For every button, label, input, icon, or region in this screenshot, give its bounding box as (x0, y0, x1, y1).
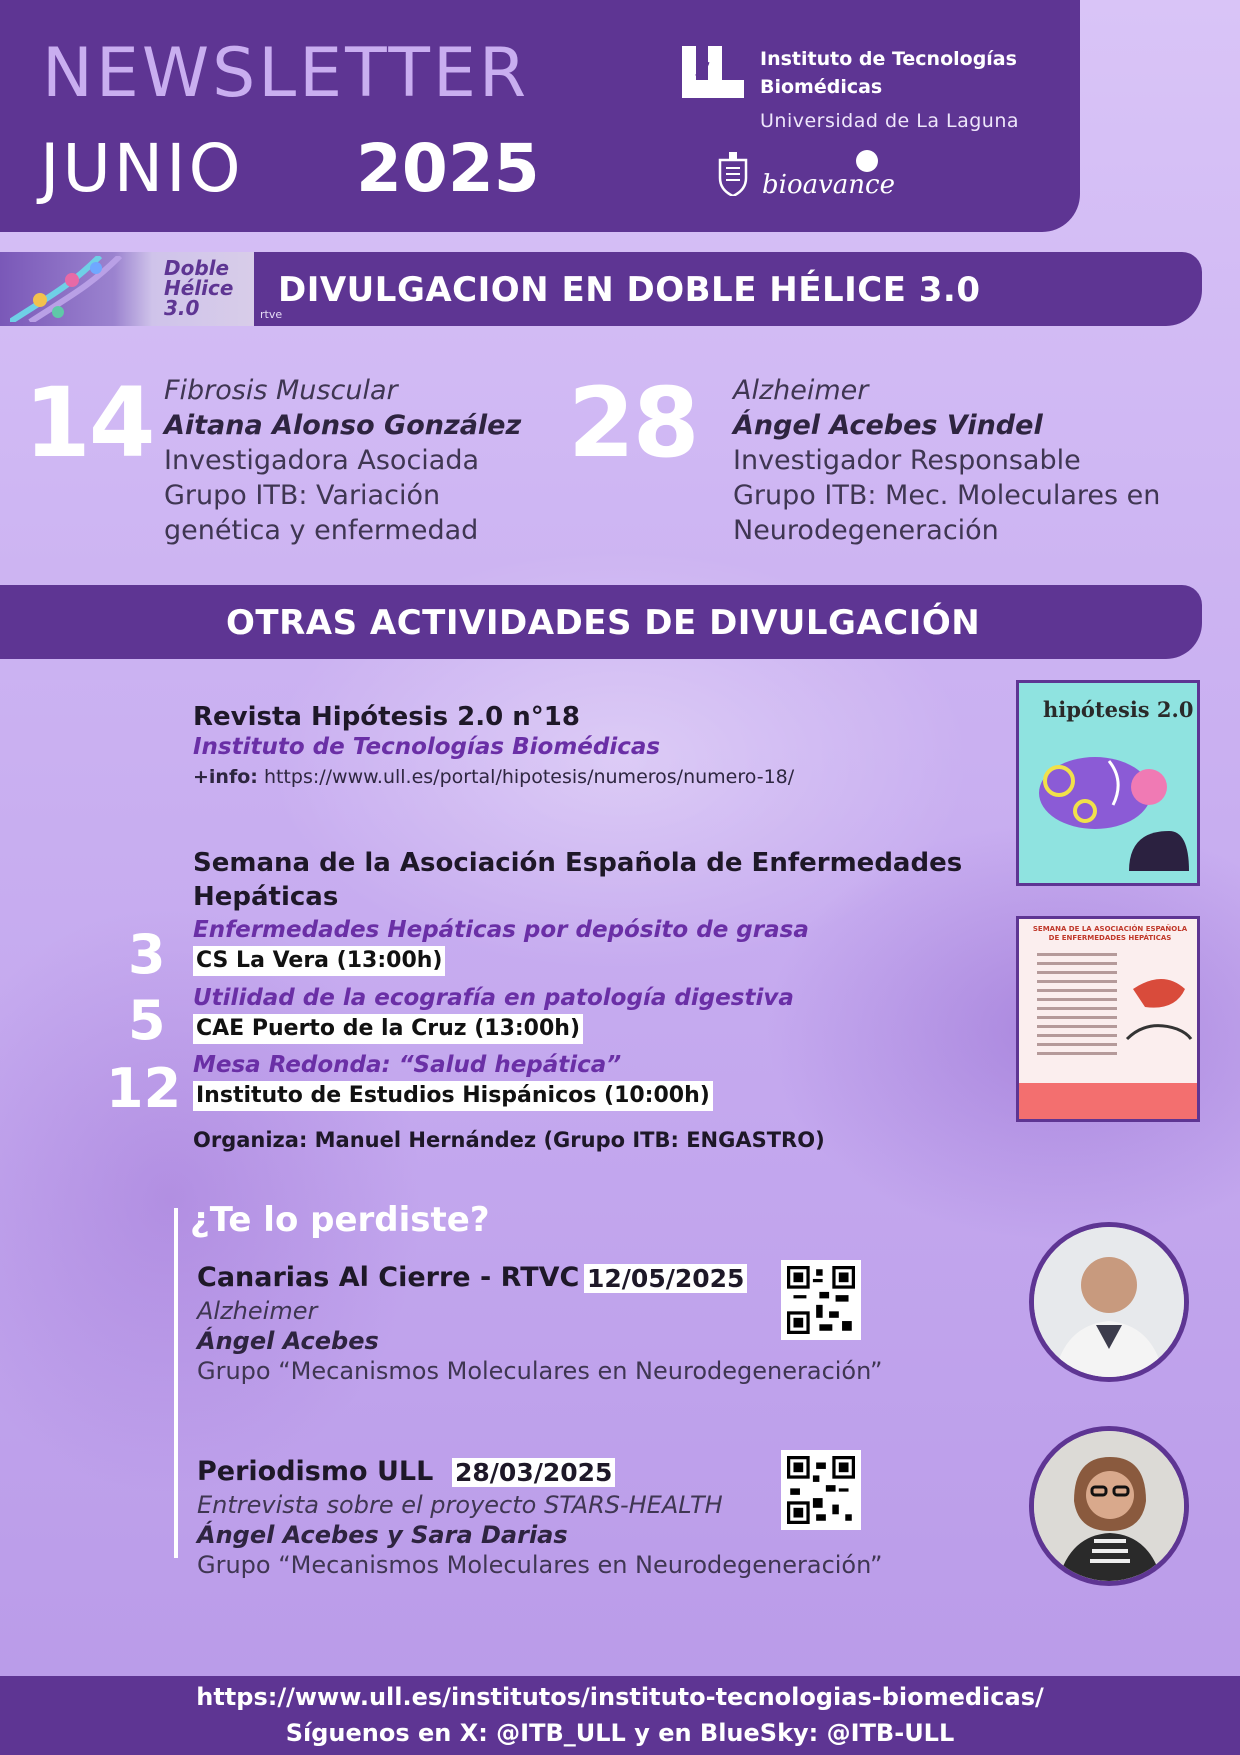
bioavance-logo: bioavance (762, 170, 895, 200)
event-group-line1: Grupo ITB: Mec. Moleculares en (733, 480, 1161, 511)
semana-topic-1: Enfermedades Hepáticas por depósito de grasa (193, 917, 809, 943)
semana-topic-2: Utilidad de la ecografía en patología digestiva (193, 985, 794, 1011)
rtve-logo: rtve (260, 308, 283, 321)
revista-info-link[interactable]: https://www.ull.es/portal/hipotesis/numeros/numero-18/ (263, 766, 795, 788)
media-topic-2: Entrevista sobre el proyecto STARS-HEALTH (197, 1491, 723, 1519)
newsletter-title: NEWSLETTER (42, 34, 530, 113)
media-group-2: Grupo “Mecanismos Moleculares en Neurodegeneración” (197, 1551, 883, 1579)
media-people-2: Ángel Acebes y Sara Darias (197, 1521, 568, 1549)
event-speaker-name: Ángel Acebes Vindel (733, 410, 1043, 441)
semana-place-3: Instituto de Estudios Hispánicos (10:00h) (193, 1081, 713, 1111)
footer-website-link[interactable]: https://www.ull.es/institutos/instituto-tecnologias-biomedicas/ (196, 1683, 1044, 1711)
event-topic: Alzheimer (733, 375, 869, 406)
event-details-2 (733, 373, 1160, 548)
newsletter-footer (0, 1676, 1240, 1755)
hipotesis-cover-title: hipótesis 2.0 (1043, 697, 1194, 722)
event-speaker-role: Investigador Responsable (733, 445, 1081, 476)
event-day-14: 14 (24, 367, 154, 479)
media-topic-1: Alzheimer (197, 1297, 318, 1325)
revista-title: Revista Hipótesis 2.0 n°18 (193, 702, 580, 732)
perdiste-heading: ¿Te lo perdiste? (190, 1200, 490, 1240)
event-topic: Fibrosis Muscular (164, 375, 398, 406)
event-group-line1: Grupo ITB: Variación (164, 480, 441, 511)
event-day-28: 28 (568, 367, 698, 479)
media-date-2: 28/03/2025 (452, 1458, 615, 1487)
qr-pattern-icon (787, 1266, 855, 1334)
revista-subtitle: Instituto de Tecnologías Biomédicas (193, 734, 661, 760)
revista-info (193, 766, 794, 788)
hipotesis-illustration-icon (1029, 741, 1189, 871)
institute-name-line2: Biomédicas (760, 76, 883, 98)
media-title-2: Periodismo ULL (197, 1456, 434, 1487)
hipotesis-cover-image (1016, 680, 1200, 886)
itb-logo-icon (678, 46, 748, 98)
dna-helix-icon (10, 256, 150, 322)
liver-hand-icon (1123, 969, 1195, 1049)
doble-helice-logo-text: Doble Hélice 3.0 (164, 256, 234, 320)
portrait-woman-icon (1034, 1431, 1184, 1581)
newsletter-month: JUNIO (40, 130, 244, 207)
institute-name-line1: Instituto de Tecnologías (760, 48, 1017, 70)
semana-topic-3: Mesa Redonda: “Salud hepática” (193, 1052, 622, 1078)
otras-actividades-section-bar (0, 585, 1202, 659)
qr-code-icon[interactable] (781, 1260, 861, 1340)
semana-day-12: 12 (106, 1057, 182, 1120)
footer-social: Síguenos en X: @ITB_ULL y en BlueSky: @ITB-ULL (285, 1719, 955, 1747)
semana-title: Semana de la Asociación Española de Enfermedades Hepáticas (193, 848, 963, 912)
semana-poster-title: SEMANA DE LA ASOCIACIÓN ESPAÑOLA DE ENFERMEDADES HEPÁTICAS (1032, 925, 1188, 942)
media-date-1: 12/05/2025 (584, 1264, 747, 1293)
event-speaker-name: Aitana Alonso González (164, 410, 522, 441)
otras-actividades-section-title: OTRAS ACTIVIDADES DE DIVULGACIÓN (226, 603, 981, 643)
media-group-1: Grupo “Mecanismos Moleculares en Neurodegeneración” (197, 1357, 883, 1385)
newsletter-year: 2025 (356, 130, 540, 207)
cabildo-shield-icon (718, 152, 748, 196)
semana-place-2: CAE Puerto de la Cruz (13:00h) (193, 1014, 583, 1044)
university-name: Universidad de La Laguna (760, 110, 1020, 132)
newsletter-header (0, 0, 1080, 232)
semana-place-1: CS La Vera (13:00h) (193, 946, 445, 976)
event-group-line2: genética y enfermedad (164, 515, 479, 546)
bioavance-logo-dot-icon (856, 150, 878, 172)
event-details-1 (164, 373, 521, 548)
semana-organizer: Organiza: Manuel Hernández (Grupo ITB: ENGASTRO) (193, 1128, 825, 1152)
qr-pattern-icon (787, 1456, 855, 1524)
media-people-1: Ángel Acebes (197, 1327, 379, 1355)
semana-poster-image (1016, 916, 1200, 1122)
semana-day-5: 5 (128, 989, 166, 1052)
event-speaker-role: Investigadora Asociada (164, 445, 480, 476)
event-group-line2: Neurodegeneración (733, 515, 999, 546)
avatar-sara-darias (1029, 1426, 1189, 1586)
media-title-1: Canarias Al Cierre - RTVC (197, 1262, 580, 1293)
perdiste-divider (174, 1208, 178, 1558)
qr-code-icon[interactable] (781, 1450, 861, 1530)
semana-day-3: 3 (128, 923, 166, 986)
info-label: +info: (193, 766, 258, 788)
doble-helice-section-title: DIVULGACION EN DOBLE HÉLICE 3.0 (278, 270, 981, 310)
avatar-angel-acebes (1029, 1222, 1189, 1382)
portrait-man-icon (1034, 1227, 1184, 1377)
